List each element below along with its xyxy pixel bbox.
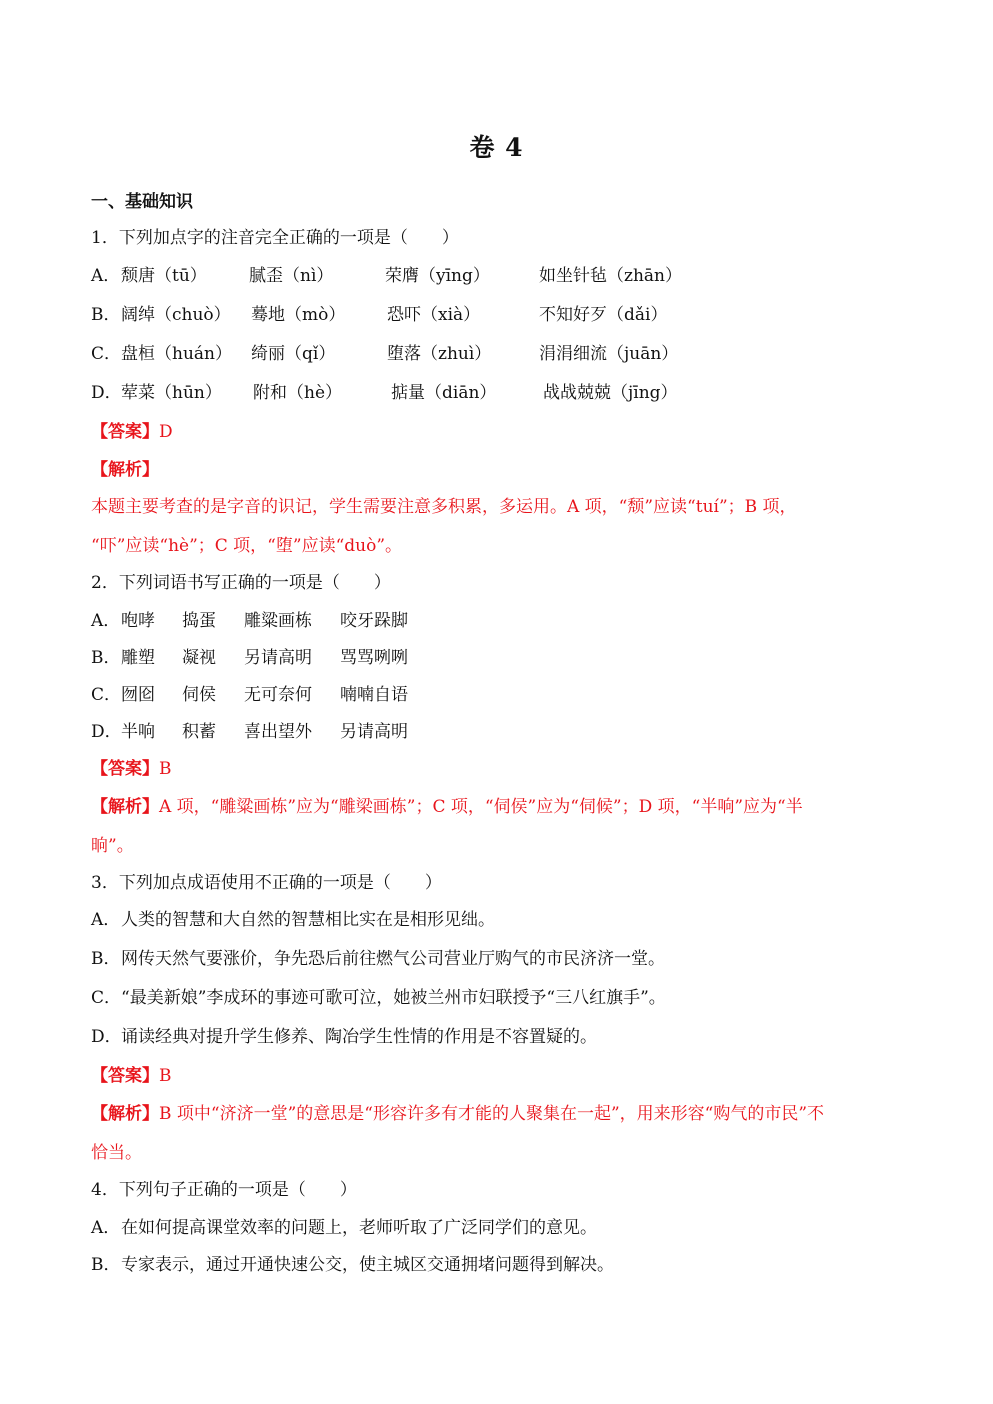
answer-label: 【答案】 xyxy=(91,1066,159,1086)
option-item: 绮丽（qǐ） xyxy=(251,344,336,364)
option-item: 不知好歹（dǎi） xyxy=(539,305,668,325)
option-item: 腻歪（nì） xyxy=(249,266,334,286)
option-text: “最美新娘”李成环的事迹可歌可泣，她被兰州市妇联授予“三八红旗手”。 xyxy=(121,988,666,1008)
q1-analysis-label: 【解析】 xyxy=(91,460,159,480)
option-item: 无可奈何 xyxy=(244,685,312,705)
option-letter: A． xyxy=(91,910,121,930)
q1-analysis-text: 本题主要考查的是字音的识记，学生需要注意多积累，多运用。A 项，“颓”应读“tuí”；B 项， xyxy=(91,497,797,517)
analysis-text: A 项，“雕粱画栋”应为“雕梁画栋”；C 项，“伺侯”应为“伺候”；D 项，“半响”应为“半 xyxy=(159,797,803,817)
answer-label: 【答案】 xyxy=(91,422,159,442)
option-letter: B． xyxy=(91,949,121,969)
option-item: 咬牙跺脚 xyxy=(340,611,408,631)
q1-answer xyxy=(91,420,173,444)
option-item: 附和（hè） xyxy=(253,383,343,403)
option-item: 蓦地（mò） xyxy=(251,305,346,325)
option-item: 阔绰（chuò） xyxy=(121,305,231,325)
option-item: 颓唐（tū） xyxy=(121,266,207,286)
option-item: 伺侯 xyxy=(182,685,216,705)
option-item: 积蓄 xyxy=(182,722,216,742)
option-item: 咆哮 xyxy=(121,611,155,631)
option-text: 专家表示，通过开通快速公交，使主城区交通拥堵问题得到解决。 xyxy=(121,1255,614,1275)
q2-analysis-text-cont: 晌”。 xyxy=(91,836,134,856)
option-item: 盘桓（huán） xyxy=(121,344,232,364)
option-letter: A． xyxy=(91,266,121,286)
option-item: 凝视 xyxy=(182,648,216,668)
option-item: 另请高明 xyxy=(340,722,408,742)
option-item: 荤菜（hūn） xyxy=(121,383,222,403)
option-item: 堕落（zhuì） xyxy=(387,344,492,364)
q3-analysis-text-cont: 恰当。 xyxy=(91,1143,142,1163)
analysis-label: 【解析】 xyxy=(91,797,159,817)
q3-analysis xyxy=(91,1102,824,1126)
answer-value: B xyxy=(159,759,172,779)
option-item: 喜出望外 xyxy=(244,722,312,742)
q3-stem: 3．下列加点成语使用不正确的一项是（ ） xyxy=(91,873,442,893)
analysis-label: 【解析】 xyxy=(91,1104,159,1124)
option-letter: C． xyxy=(91,344,122,364)
option-item: 涓涓细流（juān） xyxy=(539,344,679,364)
option-letter: A． xyxy=(91,1218,121,1238)
option-letter: C． xyxy=(91,988,122,1008)
option-letter: D． xyxy=(91,383,122,403)
answer-label: 【答案】 xyxy=(91,759,159,779)
option-letter: B． xyxy=(91,305,121,325)
option-item: 雕塑 xyxy=(121,648,155,668)
option-item: 雕粱画栋 xyxy=(244,611,312,631)
option-letter: D． xyxy=(91,1027,122,1047)
analysis-text: B 项中“济济一堂”的意思是“形容许多有才能的人聚集在一起”，用来形容“购气的市民”不 xyxy=(159,1104,825,1124)
q2-analysis xyxy=(91,795,803,819)
q4-stem: 4．下列句子正确的一项是（ ） xyxy=(91,1180,357,1200)
answer-value: B xyxy=(159,1066,172,1086)
option-letter: A． xyxy=(91,611,121,631)
option-item: 半响 xyxy=(121,722,155,742)
option-letter: C． xyxy=(91,685,122,705)
option-letter: B． xyxy=(91,1255,121,1275)
option-item: 另请高明 xyxy=(244,648,312,668)
q2-answer xyxy=(91,757,172,781)
option-item: 荣膺（yīng） xyxy=(385,266,490,286)
option-item: 战战兢兢（jīng） xyxy=(543,383,678,403)
option-text: 人类的智慧和大自然的智慧相比实在是相形见绌。 xyxy=(121,910,495,930)
q3-answer xyxy=(91,1064,172,1088)
q1-analysis-text-cont: “吓”应读“hè”；C 项，“堕”应读“duò”。 xyxy=(91,536,403,556)
option-item: 如坐针毡（zhān） xyxy=(539,266,682,286)
answer-value: D xyxy=(159,422,173,442)
option-item: 掂量（diān） xyxy=(391,383,497,403)
option-text: 网传天然气要涨价，争先恐后前往燃气公司营业厅购气的市民济济一堂。 xyxy=(121,949,665,969)
option-letter: D． xyxy=(91,722,122,742)
option-item: 捣蛋 xyxy=(182,611,216,631)
option-text: 诵读经典对提升学生修养、陶冶学生性情的作用是不容置疑的。 xyxy=(121,1027,597,1047)
option-item: 囫囵 xyxy=(121,685,155,705)
option-item: 喃喃自语 xyxy=(340,685,408,705)
option-item: 恐吓（xià） xyxy=(387,305,481,325)
page-title: 卷 4 xyxy=(469,133,524,162)
option-letter: B． xyxy=(91,648,121,668)
q2-stem: 2．下列词语书写正确的一项是（ ） xyxy=(91,573,391,593)
option-text: 在如何提高课堂效率的问题上，老师听取了广泛同学们的意见。 xyxy=(121,1218,597,1238)
option-item: 骂骂咧咧 xyxy=(340,648,408,668)
q1-stem: 1．下列加点字的注音完全正确的一项是（ ） xyxy=(91,228,459,248)
section-heading: 一、基础知识 xyxy=(91,192,193,212)
